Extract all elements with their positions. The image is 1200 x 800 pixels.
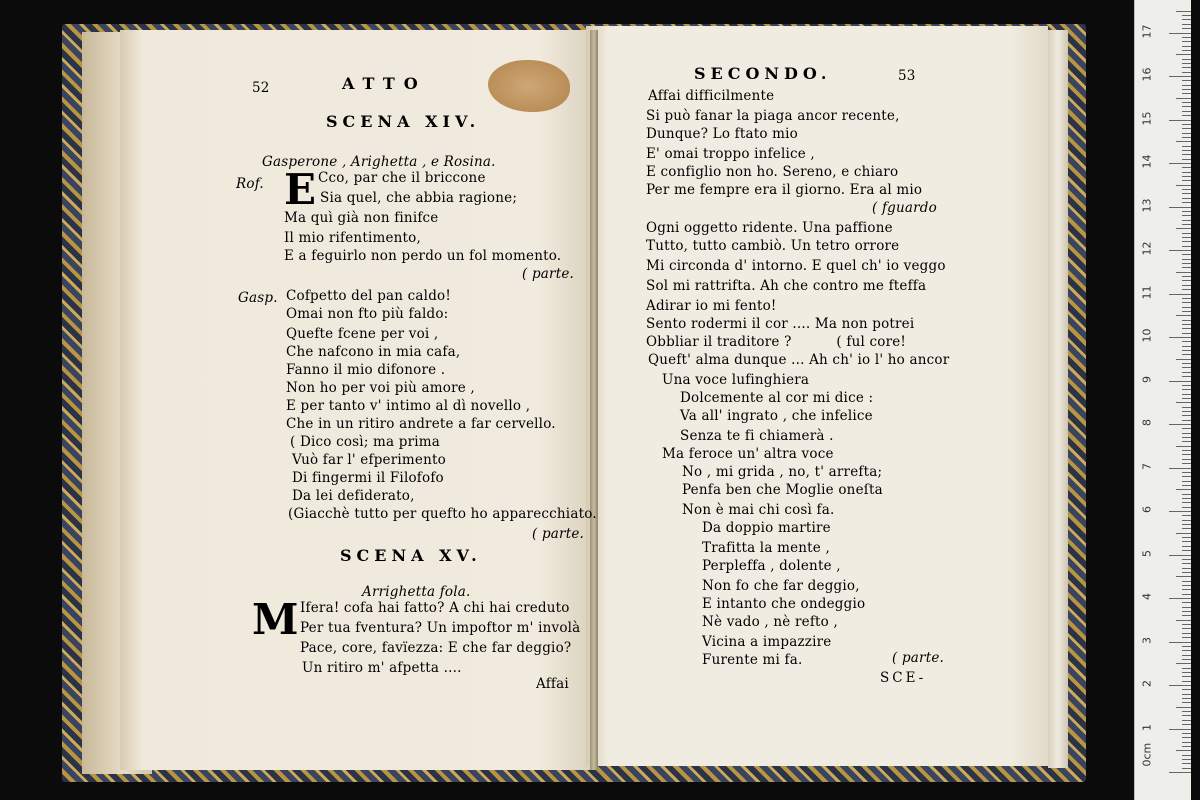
ruler-tick (1182, 263, 1191, 264)
ruler-tick (1182, 498, 1191, 499)
aria-line: Ma feroce un' altra voce (662, 446, 834, 462)
aria-line: Da doppio martire (702, 520, 831, 536)
ruler-tick (1182, 24, 1191, 25)
ruler-tick (1182, 550, 1191, 551)
stage-direction: ( parte. (522, 266, 575, 282)
ruler-tick (1169, 685, 1191, 686)
ruler-tick (1182, 733, 1191, 734)
ruler-tick (1182, 363, 1191, 364)
verse-line: E per tanto v' intimo al dì novello , (286, 398, 531, 414)
ruler-tick (1182, 106, 1191, 107)
ruler-number: 12 (1140, 241, 1154, 256)
ruler-tick (1182, 415, 1191, 416)
ruler-tick (1182, 367, 1191, 368)
ruler-tick (1176, 576, 1191, 577)
verse-line: Fanno il mio difonore . (286, 362, 446, 378)
ruler-tick (1182, 276, 1191, 277)
ruler-tick (1176, 663, 1191, 664)
ruler-tick (1182, 502, 1191, 503)
ruler-tick (1182, 715, 1191, 716)
verse-line: Cco, par che il briccone (318, 170, 486, 186)
ruler-tick (1182, 341, 1191, 342)
ruler-tick (1182, 320, 1191, 321)
ruler-tick (1182, 376, 1191, 377)
book-gutter (590, 30, 598, 770)
ruler-tick (1169, 555, 1191, 556)
verse-line: Il mio rifentimento, (284, 230, 422, 246)
ruler-tick (1182, 372, 1191, 373)
ruler-number: 6 (1140, 506, 1154, 513)
ruler-tick (1182, 80, 1191, 81)
ruler-tick (1169, 468, 1191, 469)
stage-direction: ( parte. (892, 650, 945, 666)
ruler-tick (1182, 411, 1191, 412)
aria-line: Nè vado , nè refto , (702, 614, 838, 630)
ruler-tick (1182, 611, 1191, 612)
ruler-tick (1176, 185, 1191, 186)
verse-line: Affai difficilmente (648, 88, 775, 104)
ruler-tick (1182, 646, 1191, 647)
ruler-tick (1182, 246, 1191, 247)
verse-line: ( Dico così; ma prima (290, 434, 441, 450)
ruler-tick (1182, 650, 1191, 651)
verse-line: Che nafcono in mia cafa, (286, 344, 461, 360)
ruler-number: 0cm (1140, 742, 1154, 767)
ruler-tick (1169, 511, 1191, 512)
ruler-tick (1176, 54, 1191, 55)
verse-line: Si può fanar la piaga ancor recente, (646, 108, 900, 124)
left-running-head: ATTO (342, 74, 427, 93)
ruler-tick (1182, 720, 1191, 721)
ruler-tick (1182, 176, 1191, 177)
ruler-tick (1182, 559, 1191, 560)
ruler-tick (1182, 115, 1191, 116)
ruler-tick (1176, 359, 1191, 360)
ruler-tick (1182, 437, 1191, 438)
ruler-tick (1182, 180, 1191, 181)
scene-xiv-title: SCENA XIV. (326, 112, 481, 131)
ruler-tick (1182, 494, 1191, 495)
ruler-tick (1182, 628, 1191, 629)
ruler-tick (1182, 233, 1191, 234)
ruler-number: 9 (1140, 375, 1154, 383)
aria-line: Una voce lufinghiera (662, 372, 810, 388)
ruler-tick (1182, 285, 1191, 286)
ruler-tick (1182, 581, 1191, 582)
page-edge (1048, 30, 1068, 768)
ruler-number: 10 (1140, 328, 1154, 343)
ruler-tick (1182, 428, 1191, 429)
ruler-number: 8 (1140, 419, 1154, 426)
verse-line: Da lei defiderato, (292, 488, 415, 504)
verse-line: Ifera! cofa hai fatto? A chi hai creduto (300, 600, 570, 616)
verse-line: Sia quel, che abbia ragione; (320, 190, 518, 206)
ruler-tick (1182, 198, 1191, 199)
ruler-tick (1182, 454, 1191, 455)
ruler-tick (1176, 272, 1191, 273)
ruler-tick (1169, 598, 1191, 599)
aria-line: No , mi grida , no, t' arrefta; (682, 464, 883, 480)
ruler-tick (1182, 146, 1191, 147)
ruler-tick (1182, 433, 1191, 434)
ruler-tick (1182, 537, 1191, 538)
ruler-tick (1169, 729, 1191, 730)
ruler-tick (1182, 28, 1191, 29)
ruler-tick (1182, 389, 1191, 390)
ruler-tick (1182, 737, 1191, 738)
ruler-tick (1182, 602, 1191, 603)
ruler-tick (1182, 633, 1191, 634)
ruler-tick (1182, 150, 1191, 151)
ruler-tick (1176, 402, 1191, 403)
ruler-tick (1182, 254, 1191, 255)
verse-line: Tutto, tutto cambiò. Un tetro orrore (646, 238, 900, 254)
ruler-tick (1182, 50, 1191, 51)
ruler-tick (1176, 707, 1191, 708)
verse-line: Dunque? Lo ftato mio (646, 126, 799, 142)
ruler-tick (1182, 46, 1191, 47)
ruler-tick (1169, 337, 1191, 338)
verse-line: E configlio non ho. Sereno, e chiaro (646, 164, 899, 180)
stage-direction: ( fguardo (872, 200, 937, 216)
ruler-tick (1182, 476, 1191, 477)
ruler-tick (1182, 128, 1191, 129)
ruler-tick (1182, 459, 1191, 460)
ruler-tick (1169, 772, 1191, 773)
ruler-tick (1182, 607, 1191, 608)
ruler-tick (1176, 620, 1191, 621)
ruler-tick (1182, 15, 1191, 16)
aria-line: Va all' ingrato , che infelice (680, 408, 873, 424)
right-page-number: 53 (898, 68, 916, 84)
verse-line: Di fingermi il Filofofo (292, 470, 444, 486)
ruler-number: 5 (1140, 549, 1154, 557)
ruler-tick (1182, 59, 1191, 60)
ruler-tick (1182, 441, 1191, 442)
ruler-tick (1182, 267, 1191, 268)
ruler-tick (1182, 102, 1191, 103)
ruler-tick (1169, 33, 1191, 34)
ruler-tick (1182, 711, 1191, 712)
ruler-number: 13 (1140, 198, 1154, 212)
verse-line: Vuò far l' efperimento (292, 452, 446, 468)
ruler-tick (1182, 394, 1191, 395)
ruler-tick (1182, 763, 1191, 764)
ruler-tick (1182, 520, 1191, 521)
verse-line: Quefte fcene per voi , (286, 326, 439, 342)
verse-line: Obbliar il traditore ? ( ful core! (646, 334, 907, 350)
ruler-tick (1182, 407, 1191, 408)
ruler-tick (1182, 755, 1191, 756)
verse-line: Un ritiro m' afpetta .... (302, 660, 462, 676)
aria-line: Senza te fi chiamerà . (680, 428, 834, 444)
ruler-tick (1182, 289, 1191, 290)
ruler-tick (1182, 768, 1191, 769)
ruler-tick (1182, 724, 1191, 725)
ruler-tick (1182, 672, 1191, 673)
ruler-tick (1176, 98, 1191, 99)
ruler-tick (1182, 202, 1191, 203)
drop-cap-e: E (284, 165, 317, 214)
verse-line: Non ho per voi più amore , (286, 380, 475, 396)
ruler-tick (1182, 137, 1191, 138)
ruler-tick (1182, 159, 1191, 160)
ruler-tick (1182, 615, 1191, 616)
ruler-tick (1182, 681, 1191, 682)
ruler-number: 3 (1140, 636, 1154, 644)
ruler-tick (1182, 528, 1191, 529)
scene-xv-title: SCENA XV. (340, 546, 482, 565)
ruler-tick (1169, 294, 1191, 295)
ruler-tick (1182, 241, 1191, 242)
ruler-number: 7 (1140, 462, 1154, 470)
verse-line: Sol mi rattrifta. Ah che contro me fteffa (646, 278, 927, 294)
stage-direction: ( parte. (532, 526, 585, 542)
ruler-number: 4 (1140, 593, 1154, 600)
verse-line: Adirar io mi fento! (646, 298, 777, 314)
drop-cap-m: M (252, 595, 299, 644)
aria-line: Perpleffa , dolente , (702, 558, 841, 574)
aria-line: Vicina a impazzire (702, 634, 832, 650)
verse-line: Pace, core, favïezza: E che far deggio? (300, 640, 572, 656)
ruler-tick (1182, 307, 1191, 308)
ruler-tick (1182, 302, 1191, 303)
cast-list-xv: Arrighetta fola. (362, 584, 471, 600)
aria-line: Non fo che far deggio, (702, 578, 860, 594)
ruler-tick (1182, 63, 1191, 64)
ruler-tick (1182, 385, 1191, 386)
ruler-tick (1182, 259, 1191, 260)
ruler-number: 2 (1140, 680, 1154, 687)
ruler-tick (1182, 172, 1191, 173)
ruler-tick (1169, 207, 1191, 208)
ruler-tick (1176, 11, 1191, 12)
ruler-tick (1169, 381, 1191, 382)
ruler-tick (1182, 655, 1191, 656)
ruler-tick (1182, 89, 1191, 90)
ruler-tick (1176, 489, 1191, 490)
verse-line: Ogni oggetto ridente. Una paffione (646, 220, 893, 236)
ruler-tick (1182, 328, 1191, 329)
ruler-tick (1182, 93, 1191, 94)
ruler-tick (1182, 298, 1191, 299)
ruler-tick (1169, 424, 1191, 425)
ruler-tick (1182, 346, 1191, 347)
aria-line: Trafitta la mente , (702, 540, 830, 556)
ruler-tick (1182, 563, 1191, 564)
ruler-tick (1182, 702, 1191, 703)
ruler-tick (1182, 585, 1191, 586)
ruler-tick (1182, 450, 1191, 451)
ruler-tick (1182, 698, 1191, 699)
ruler-tick (1182, 463, 1191, 464)
aria-line: Dolcemente al cor mi dice : (680, 390, 874, 406)
ruler-tick (1176, 228, 1191, 229)
ruler-tick (1182, 154, 1191, 155)
ruler-tick (1176, 533, 1191, 534)
ruler-number: 14 (1140, 154, 1154, 169)
verse-line: E' omai troppo infelice , (646, 146, 815, 162)
ruler-tick (1182, 189, 1191, 190)
ruler-tick (1182, 398, 1191, 399)
ruler-number: 17 (1140, 24, 1154, 38)
ruler-tick (1182, 742, 1191, 743)
verse-line: Mi circonda d' intorno. E quel ch' io veggo (646, 258, 946, 274)
catchword: SCE- (880, 670, 927, 686)
ruler-tick (1176, 750, 1191, 751)
aria-line: Non è mai chi così fa. (682, 502, 835, 518)
ruler-tick (1182, 481, 1191, 482)
ruler-tick (1182, 507, 1191, 508)
ruler-tick (1182, 124, 1191, 125)
ruler-tick (1182, 694, 1191, 695)
verse-line: Che in un ritiro andrete a far cervello. (286, 416, 556, 432)
ruler-tick (1182, 624, 1191, 625)
ruler-tick (1182, 224, 1191, 225)
ruler-tick (1176, 315, 1191, 316)
catchword: Affai (536, 676, 569, 692)
ruler-number: 11 (1140, 285, 1154, 299)
verse-line: Omai non fto più faldo: (286, 306, 449, 322)
ruler-tick (1182, 420, 1191, 421)
verse-line: (Giacchè tutto per quefto ho apparecchiato. (288, 506, 597, 522)
aria-line: Furente mi fa. (702, 652, 803, 668)
verse-line: Per me fempre era il giorno. Era al mio (646, 182, 923, 198)
ruler-tick (1182, 220, 1191, 221)
ruler-tick (1182, 19, 1191, 20)
ruler-tick (1182, 280, 1191, 281)
ruler-number: 15 (1140, 111, 1154, 125)
ruler-tick (1182, 546, 1191, 547)
ruler-tick (1182, 133, 1191, 134)
verse-line: Cofpetto del pan caldo! (286, 288, 451, 304)
ruler-tick (1182, 324, 1191, 325)
ruler-tick (1182, 85, 1191, 86)
ruler-tick (1182, 659, 1191, 660)
ruler-tick (1182, 215, 1191, 216)
left-page-number: 52 (252, 80, 270, 96)
ruler-tick (1182, 67, 1191, 68)
measurement-ruler (1134, 0, 1191, 800)
ruler-tick (1182, 746, 1191, 747)
ruler-tick (1182, 354, 1191, 355)
aria-line: E intanto che ondeggio (702, 596, 866, 612)
cast-list-xiv: Gasperone , Arighetta , e Rosina. (262, 154, 496, 170)
speaker-rosina: Rof. (236, 176, 264, 192)
speaker-gasperone: Gasp. (238, 290, 278, 306)
ruler-number: 16 (1140, 67, 1154, 82)
ruler-tick (1182, 668, 1191, 669)
verse-line: Ma quì già non finifce (284, 210, 439, 226)
ruler-tick (1176, 446, 1191, 447)
ruler-tick (1182, 759, 1191, 760)
ruler-number: 1 (1140, 723, 1154, 731)
ruler-tick (1182, 72, 1191, 73)
ruler-tick (1182, 311, 1191, 312)
ruler-tick (1176, 141, 1191, 142)
ruler-tick (1169, 163, 1191, 164)
ruler-tick (1182, 111, 1191, 112)
ruler-tick (1182, 515, 1191, 516)
ruler-tick (1182, 485, 1191, 486)
ruler-tick (1182, 541, 1191, 542)
ruler-tick (1182, 689, 1191, 690)
ruler-tick (1182, 594, 1191, 595)
verse-line: Sento rodermi il cor .... Ma non potrei (646, 316, 915, 332)
ruler-tick (1182, 37, 1191, 38)
ruler-tick (1182, 568, 1191, 569)
ruler-tick (1182, 472, 1191, 473)
ruler-tick (1169, 120, 1191, 121)
ruler-tick (1182, 572, 1191, 573)
ruler-tick (1182, 524, 1191, 525)
ruler-tick (1182, 193, 1191, 194)
ruler-tick (1182, 237, 1191, 238)
verse-line: Queft' alma dunque ... Ah ch' io l' ho ancor (648, 352, 950, 368)
ruler-tick (1169, 76, 1191, 77)
ruler-tick (1169, 642, 1191, 643)
ruler-tick (1169, 250, 1191, 251)
right-running-head: SECONDO. (694, 64, 832, 83)
ruler-tick (1182, 41, 1191, 42)
ruler-tick (1182, 637, 1191, 638)
ruler-tick (1182, 333, 1191, 334)
ruler-tick (1182, 350, 1191, 351)
ruler-tick (1182, 676, 1191, 677)
ruler-tick (1182, 589, 1191, 590)
ruler-tick (1182, 211, 1191, 212)
verse-line: Per tua fventura? Un impoftor m' involà (300, 620, 581, 636)
verse-line: E a feguirlo non perdo un fol momento. (284, 248, 562, 264)
ruler-tick (1182, 167, 1191, 168)
aria-line: Penfa ben che Moglie oneſta (682, 482, 883, 498)
